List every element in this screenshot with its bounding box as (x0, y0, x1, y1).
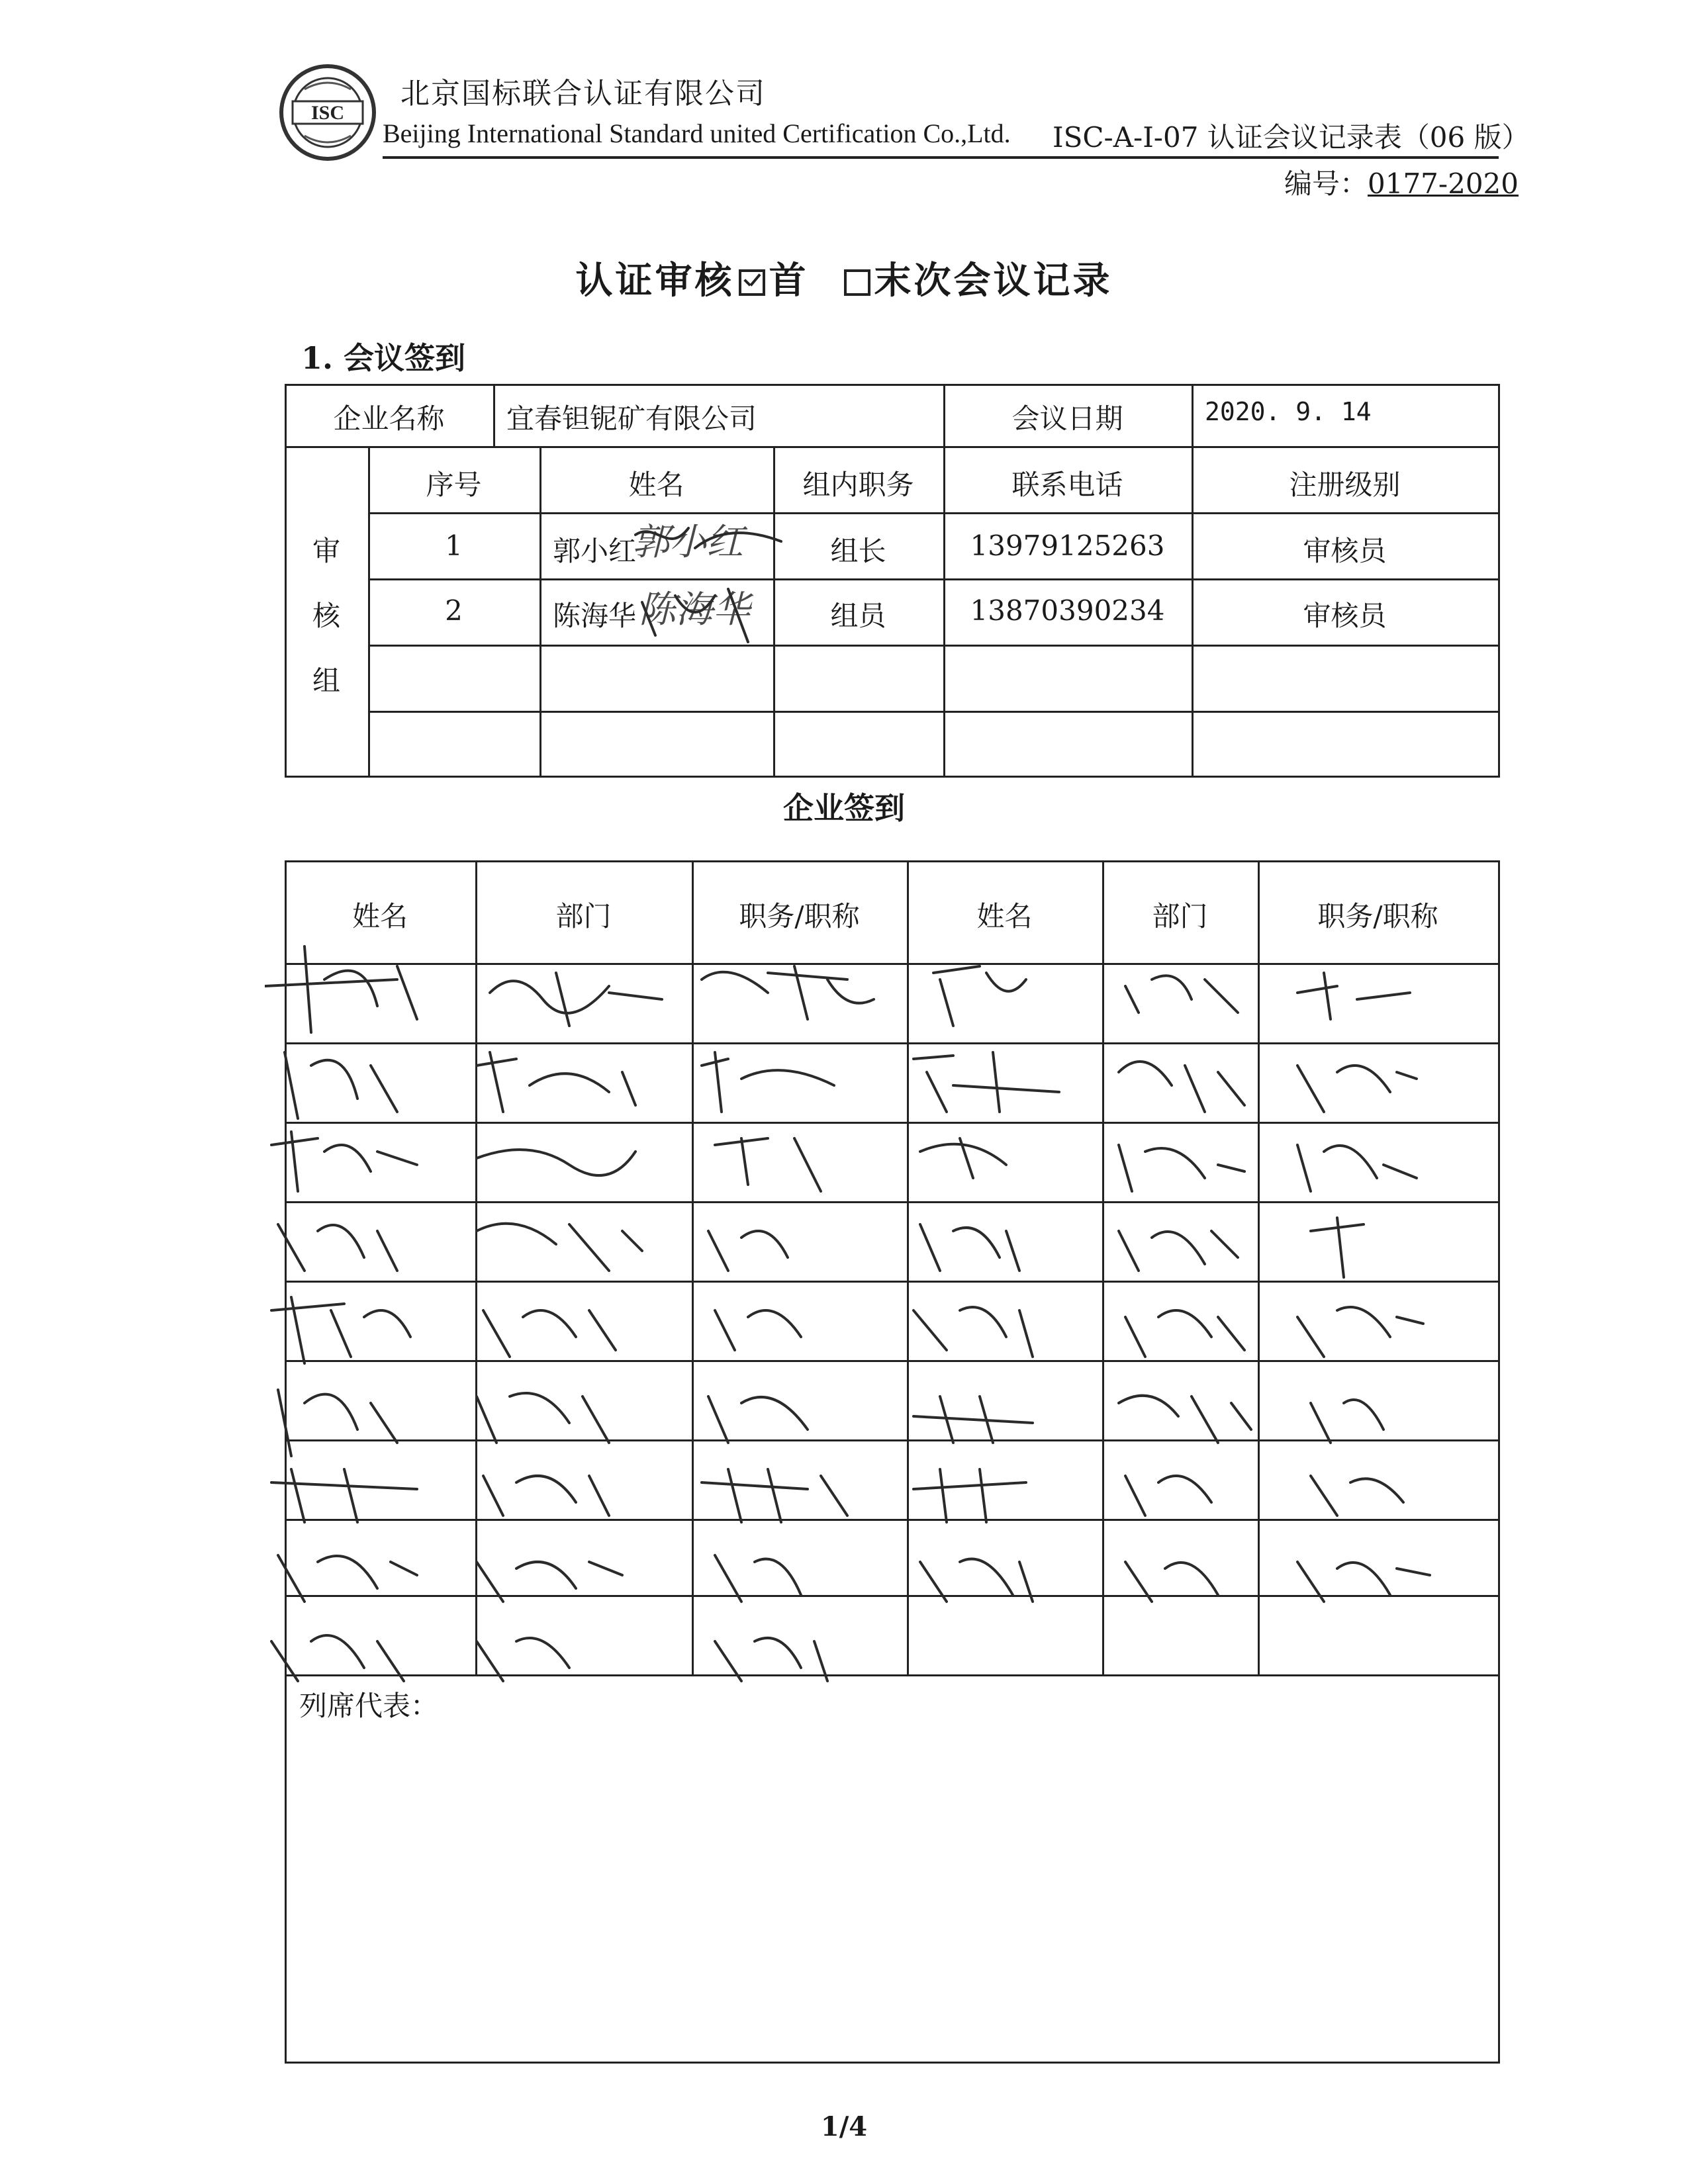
svg-text:陈海华: 陈海华 (639, 588, 750, 631)
signature-scribble (1119, 1231, 1238, 1271)
signature-scribble (1311, 1476, 1403, 1516)
signature-scribble (1125, 976, 1238, 1013)
signature-scribble (708, 1396, 808, 1443)
first-meeting-checkbox (739, 269, 765, 296)
audit-group-label-3: 组 (312, 664, 340, 697)
signature-scribble (715, 1638, 827, 1681)
audit-row-1-name: 郭小红 (553, 535, 637, 567)
signature-scribble (278, 1555, 417, 1602)
signature-scribble (914, 1307, 1033, 1357)
form-code: ISC-A-I-07 认证会议记录表（06 版） (1053, 121, 1530, 154)
document-number-label: 编号： (1284, 167, 1368, 200)
signature-scribble (477, 1393, 609, 1443)
last-meeting-label: 末次会议记录 (874, 259, 1113, 302)
signature-scribble (1297, 1145, 1417, 1191)
signature-scribble (1119, 1396, 1251, 1443)
signature-scribble (1119, 1145, 1244, 1191)
signature-scribble (715, 1310, 801, 1350)
ent-header-name-2: 姓名 (976, 900, 1033, 933)
signature-scribble (1119, 1062, 1244, 1112)
ent-header-title-2: 职务/职称 (1317, 900, 1438, 933)
signature-scribble (477, 1052, 635, 1112)
audit-row-2-phone: 13870390234 (970, 594, 1165, 627)
company-name-value: 宜春钽铌矿有限公司 (506, 402, 757, 435)
audit-row-2-name: 陈海华 (553, 600, 637, 632)
signature-scribble (708, 1231, 788, 1271)
signature-scribble (1297, 973, 1410, 1019)
ent-header-title-1: 职务/职称 (739, 900, 860, 933)
audit-row-2-no: 2 (445, 594, 463, 627)
signature-scribble (914, 1396, 1033, 1443)
signature-scribble (265, 946, 417, 1032)
signature-scribble (477, 1150, 635, 1175)
meeting-date-value: 2020. 9. 14 (1205, 397, 1372, 426)
header-level: 注册级别 (1289, 469, 1401, 501)
audit-row-1-level: 审核员 (1303, 535, 1387, 567)
signature-scribble (920, 1559, 1033, 1602)
signature-scribble (490, 973, 662, 1026)
signature-scribble (477, 1224, 642, 1271)
header-seq: 序号 (426, 469, 482, 501)
meeting-date-label: 会议日期 (1011, 402, 1123, 435)
signature-scribble (933, 966, 1026, 1026)
section-title: 1. 会议签到 (301, 340, 466, 376)
signature-scribble (914, 1052, 1059, 1112)
title-prefix: 认证审核 (575, 259, 735, 302)
document-number (1284, 162, 1519, 202)
signature-scribble (271, 1132, 417, 1191)
header-rule (383, 156, 1499, 159)
signature-scribble (702, 1052, 834, 1112)
signature-scribble (920, 1138, 1006, 1178)
signature-scribble (920, 1224, 1019, 1271)
signature-scribble (715, 1138, 821, 1191)
company-name-cn: 北京国标联合认证有限公司 (400, 77, 766, 111)
audit-row-2-role: 组员 (830, 600, 886, 632)
audit-row-2-level: 审核员 (1303, 600, 1387, 632)
signature-scribble (1297, 1066, 1417, 1112)
signature-scribble (483, 1310, 616, 1357)
signature-scribble (271, 1297, 410, 1363)
signature-scribble (702, 966, 874, 1019)
svg-text:郭小红: 郭小红 (632, 521, 743, 564)
audit-row-1-signature (629, 515, 788, 574)
last-meeting-checkbox (844, 269, 870, 296)
signature-scribble (1125, 1562, 1218, 1602)
enterprise-signatures (265, 940, 1523, 1701)
header-name: 姓名 (628, 469, 684, 501)
audit-row-1-phone: 13979125263 (970, 529, 1165, 562)
signature-scribble (914, 1469, 1026, 1522)
signature-scribble (278, 1390, 397, 1456)
signature-scribble (278, 1224, 397, 1271)
document-number-value: 0177-2020 (1368, 167, 1519, 200)
document-title (0, 251, 1688, 304)
signature-scribble (271, 1469, 417, 1522)
signature-scribble (271, 1635, 404, 1681)
company-name-en: Beijing International Standard united Certification Co.,Ltd. (383, 118, 1011, 148)
ent-header-name-1: 姓名 (352, 900, 408, 933)
ent-header-dept-1: 部门 (555, 900, 612, 933)
signature-scribble (1297, 1307, 1423, 1357)
audit-group-label-2: 核 (312, 600, 340, 632)
enterprise-signin-title: 企业签到 (783, 790, 905, 826)
header-role: 组内职务 (802, 469, 914, 501)
isc-logo (278, 63, 377, 162)
svg-text:ISC: ISC (310, 102, 345, 124)
signature-scribble (1311, 1400, 1383, 1443)
ent-header-dept-2: 部门 (1152, 900, 1208, 933)
signature-scribble (1125, 1310, 1244, 1357)
attendees-label: 列席代表： (299, 1690, 439, 1722)
audit-group-label-1: 审 (312, 535, 340, 567)
signature-scribble (285, 1052, 397, 1118)
signature-scribble (715, 1555, 801, 1602)
page-number: 1/4 (820, 2111, 868, 2142)
header-phone: 联系电话 (1011, 469, 1123, 501)
first-meeting-label: 首 (769, 259, 809, 302)
signature-scribble (483, 1476, 609, 1516)
company-name-label: 企业名称 (333, 402, 445, 435)
signature-scribble (1297, 1562, 1430, 1602)
audit-row-2-signature (635, 576, 781, 649)
signature-scribble (702, 1469, 847, 1522)
audit-row-1-no: 1 (445, 529, 463, 562)
signature-scribble (477, 1638, 569, 1681)
audit-row-1-role: 组长 (830, 535, 886, 567)
signature-scribble (477, 1562, 622, 1602)
signature-scribble (1311, 1218, 1364, 1277)
signature-scribble (1125, 1476, 1211, 1516)
